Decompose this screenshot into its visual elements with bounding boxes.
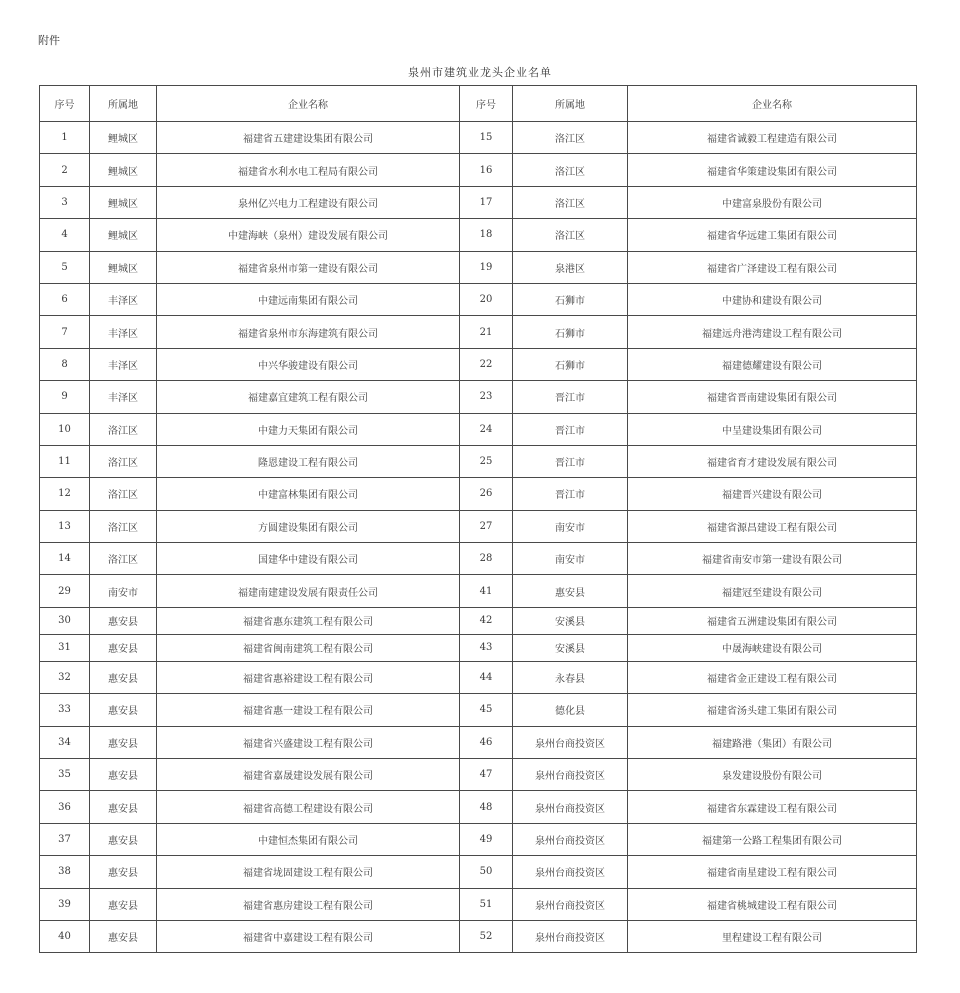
table-row (40, 856, 917, 888)
company-name-cell: 福建省中嘉建设工程有限公司 (157, 920, 460, 952)
company-name-cell: 福建省南星建设工程有限公司 (628, 856, 917, 888)
serial-cell: 21 (460, 316, 513, 348)
region-cell: 丰泽区 (90, 381, 157, 413)
serial-cell: 38 (40, 856, 90, 888)
table-row (40, 543, 917, 575)
serial-cell: 47 (460, 759, 513, 791)
company-name-cell: 福建南建建设发展有限责任公司 (157, 575, 460, 607)
serial-cell: 30 (40, 607, 90, 634)
region-cell: 惠安县 (90, 607, 157, 634)
company-name-cell: 福建省惠东建筑工程有限公司 (157, 607, 460, 634)
header-company-name: 企业名称 (628, 86, 917, 122)
region-cell: 洛江区 (90, 543, 157, 575)
region-cell: 南安市 (513, 543, 628, 575)
region-cell: 洛江区 (90, 478, 157, 510)
company-name-cell: 福建省泉州市第一建设有限公司 (157, 251, 460, 283)
serial-cell: 22 (460, 348, 513, 380)
company-name-cell: 福建省诚毅工程建造有限公司 (628, 122, 917, 154)
serial-cell: 9 (40, 381, 90, 413)
header-region: 所属地 (513, 86, 628, 122)
company-name-cell: 福建第一公路工程集团有限公司 (628, 823, 917, 855)
serial-cell: 7 (40, 316, 90, 348)
region-cell: 泉州台商投资区 (513, 726, 628, 758)
region-cell: 石狮市 (513, 348, 628, 380)
company-name-cell: 福建省兴盛建设工程有限公司 (157, 726, 460, 758)
company-name-cell: 福建省高德工程建设有限公司 (157, 791, 460, 823)
table-row (40, 920, 917, 952)
table-row (40, 510, 917, 542)
region-cell: 南安市 (90, 575, 157, 607)
region-cell: 洛江区 (513, 219, 628, 251)
region-cell: 泉港区 (513, 251, 628, 283)
serial-cell: 40 (40, 920, 90, 952)
company-name-cell: 福建远舟港湾建设工程有限公司 (628, 316, 917, 348)
enterprise-roster-table (39, 85, 917, 953)
serial-cell: 11 (40, 445, 90, 477)
serial-cell: 48 (460, 791, 513, 823)
company-name-cell: 国建华中建设有限公司 (157, 543, 460, 575)
region-cell: 惠安县 (90, 726, 157, 758)
region-cell: 泉州台商投资区 (513, 920, 628, 952)
region-cell: 惠安县 (513, 575, 628, 607)
region-cell: 永春县 (513, 661, 628, 693)
region-cell: 鲤城区 (90, 122, 157, 154)
serial-cell: 25 (460, 445, 513, 477)
company-name-cell: 福建德耀建设有限公司 (628, 348, 917, 380)
company-name-cell: 方圆建设集团有限公司 (157, 510, 460, 542)
company-name-cell: 福建省闽南建筑工程有限公司 (157, 634, 460, 661)
company-name-cell: 中建远南集团有限公司 (157, 283, 460, 315)
serial-cell: 18 (460, 219, 513, 251)
serial-cell: 41 (460, 575, 513, 607)
region-cell: 丰泽区 (90, 316, 157, 348)
serial-cell: 33 (40, 694, 90, 726)
table-row (40, 413, 917, 445)
document-title: 泉州市建筑业龙头企业名单 (408, 66, 552, 79)
serial-cell: 46 (460, 726, 513, 758)
company-name-cell: 福建冠至建设有限公司 (628, 575, 917, 607)
serial-cell: 27 (460, 510, 513, 542)
serial-cell: 39 (40, 888, 90, 920)
company-name-cell: 福建省泉州市东海建筑有限公司 (157, 316, 460, 348)
region-cell: 鲤城区 (90, 154, 157, 186)
table-row (40, 607, 917, 634)
company-name-cell: 福建省惠房建设工程有限公司 (157, 888, 460, 920)
serial-cell: 51 (460, 888, 513, 920)
region-cell: 洛江区 (513, 186, 628, 218)
table-row (40, 283, 917, 315)
serial-cell: 43 (460, 634, 513, 661)
company-name-cell: 福建省育才建设发展有限公司 (628, 445, 917, 477)
serial-cell: 15 (460, 122, 513, 154)
serial-cell: 35 (40, 759, 90, 791)
table-row (40, 694, 917, 726)
serial-cell: 8 (40, 348, 90, 380)
serial-cell: 16 (460, 154, 513, 186)
region-cell: 石狮市 (513, 283, 628, 315)
company-name-cell: 福建省水利水电工程局有限公司 (157, 154, 460, 186)
serial-cell: 45 (460, 694, 513, 726)
serial-cell: 6 (40, 283, 90, 315)
region-cell: 德化县 (513, 694, 628, 726)
region-cell: 洛江区 (90, 445, 157, 477)
company-name-cell: 中建力天集团有限公司 (157, 413, 460, 445)
company-name-cell: 福建路港（集团）有限公司 (628, 726, 917, 758)
table-row (40, 823, 917, 855)
header-company-name: 企业名称 (157, 86, 460, 122)
company-name-cell: 福建省惠一建设工程有限公司 (157, 694, 460, 726)
company-name-cell: 中晟海峡建设有限公司 (628, 634, 917, 661)
region-cell: 安溪县 (513, 607, 628, 634)
table-header-row (40, 86, 917, 122)
region-cell: 洛江区 (90, 413, 157, 445)
company-name-cell: 福建省嘉晟建设发展有限公司 (157, 759, 460, 791)
company-name-cell: 福建省金正建设工程有限公司 (628, 661, 917, 693)
region-cell: 洛江区 (90, 510, 157, 542)
region-cell: 鲤城区 (90, 219, 157, 251)
serial-cell: 14 (40, 543, 90, 575)
region-cell: 惠安县 (90, 823, 157, 855)
table-row (40, 791, 917, 823)
region-cell: 石狮市 (513, 316, 628, 348)
serial-cell: 4 (40, 219, 90, 251)
company-name-cell: 福建省广泽建设工程有限公司 (628, 251, 917, 283)
serial-cell: 44 (460, 661, 513, 693)
company-name-cell: 福建省垅固建设工程有限公司 (157, 856, 460, 888)
table-row (40, 888, 917, 920)
serial-cell: 10 (40, 413, 90, 445)
table-row (40, 348, 917, 380)
serial-cell: 17 (460, 186, 513, 218)
region-cell: 惠安县 (90, 661, 157, 693)
company-name-cell: 福建晋兴建设有限公司 (628, 478, 917, 510)
company-name-cell: 福建省晋南建设集团有限公司 (628, 381, 917, 413)
region-cell: 晋江市 (513, 413, 628, 445)
region-cell: 惠安县 (90, 888, 157, 920)
table-row (40, 316, 917, 348)
serial-cell: 20 (460, 283, 513, 315)
region-cell: 惠安县 (90, 791, 157, 823)
table-row (40, 661, 917, 693)
company-name-cell: 中建协和建设有限公司 (628, 283, 917, 315)
company-name-cell: 福建省源昌建设工程有限公司 (628, 510, 917, 542)
table-row (40, 478, 917, 510)
serial-cell: 36 (40, 791, 90, 823)
company-name-cell: 福建省惠裕建设工程有限公司 (157, 661, 460, 693)
region-cell: 洛江区 (513, 154, 628, 186)
region-cell: 泉州台商投资区 (513, 759, 628, 791)
table-row (40, 154, 917, 186)
region-cell: 泉州台商投资区 (513, 823, 628, 855)
serial-cell: 24 (460, 413, 513, 445)
company-name-cell: 中呈建设集团有限公司 (628, 413, 917, 445)
serial-cell: 31 (40, 634, 90, 661)
company-name-cell: 福建省东霖建设工程有限公司 (628, 791, 917, 823)
serial-cell: 50 (460, 856, 513, 888)
company-name-cell: 福建省汤头建工集团有限公司 (628, 694, 917, 726)
region-cell: 鲤城区 (90, 251, 157, 283)
serial-cell: 3 (40, 186, 90, 218)
region-cell: 南安市 (513, 510, 628, 542)
serial-cell: 52 (460, 920, 513, 952)
company-name-cell: 里程建设工程有限公司 (628, 920, 917, 952)
company-name-cell: 中建富林集团有限公司 (157, 478, 460, 510)
header-region: 所属地 (90, 86, 157, 122)
table-row (40, 122, 917, 154)
serial-cell: 29 (40, 575, 90, 607)
serial-cell: 49 (460, 823, 513, 855)
region-cell: 安溪县 (513, 634, 628, 661)
serial-cell: 23 (460, 381, 513, 413)
company-name-cell: 福建省五洲建设集团有限公司 (628, 607, 917, 634)
table-body (40, 122, 917, 953)
region-cell: 晋江市 (513, 478, 628, 510)
serial-cell: 12 (40, 478, 90, 510)
company-name-cell: 中兴华骏建设有限公司 (157, 348, 460, 380)
table-row (40, 251, 917, 283)
region-cell: 泉州台商投资区 (513, 888, 628, 920)
serial-cell: 37 (40, 823, 90, 855)
company-name-cell: 福建省南安市第一建设有限公司 (628, 543, 917, 575)
region-cell: 丰泽区 (90, 283, 157, 315)
region-cell: 丰泽区 (90, 348, 157, 380)
region-cell: 晋江市 (513, 445, 628, 477)
header-serial: 序号 (40, 86, 90, 122)
table-row (40, 634, 917, 661)
company-name-cell: 福建省华策建设集团有限公司 (628, 154, 917, 186)
company-name-cell: 泉发建设股份有限公司 (628, 759, 917, 791)
table-row (40, 575, 917, 607)
region-cell: 惠安县 (90, 634, 157, 661)
company-name-cell: 隆恩建设工程有限公司 (157, 445, 460, 477)
serial-cell: 5 (40, 251, 90, 283)
region-cell: 晋江市 (513, 381, 628, 413)
serial-cell: 26 (460, 478, 513, 510)
company-name-cell: 福建省桃城建设工程有限公司 (628, 888, 917, 920)
table-row (40, 759, 917, 791)
region-cell: 鲤城区 (90, 186, 157, 218)
company-name-cell: 中建富泉股份有限公司 (628, 186, 917, 218)
table-row (40, 445, 917, 477)
serial-cell: 13 (40, 510, 90, 542)
region-cell: 洛江区 (513, 122, 628, 154)
company-name-cell: 福建嘉宜建筑工程有限公司 (157, 381, 460, 413)
region-cell: 惠安县 (90, 856, 157, 888)
table-row (40, 186, 917, 218)
table-row (40, 726, 917, 758)
attachment-label: 附件 (38, 34, 60, 47)
serial-cell: 42 (460, 607, 513, 634)
region-cell: 泉州台商投资区 (513, 856, 628, 888)
company-name-cell: 泉州亿兴电力工程建设有限公司 (157, 186, 460, 218)
company-name-cell: 中建海峡（泉州）建设发展有限公司 (157, 219, 460, 251)
serial-cell: 19 (460, 251, 513, 283)
serial-cell: 2 (40, 154, 90, 186)
serial-cell: 1 (40, 122, 90, 154)
company-name-cell: 福建省华远建工集团有限公司 (628, 219, 917, 251)
header-serial: 序号 (460, 86, 513, 122)
region-cell: 泉州台商投资区 (513, 791, 628, 823)
region-cell: 惠安县 (90, 759, 157, 791)
table-row (40, 381, 917, 413)
serial-cell: 34 (40, 726, 90, 758)
region-cell: 惠安县 (90, 920, 157, 952)
company-name-cell: 福建省五建建设集团有限公司 (157, 122, 460, 154)
company-name-cell: 中建恒杰集团有限公司 (157, 823, 460, 855)
serial-cell: 28 (460, 543, 513, 575)
region-cell: 惠安县 (90, 694, 157, 726)
table-row (40, 219, 917, 251)
serial-cell: 32 (40, 661, 90, 693)
